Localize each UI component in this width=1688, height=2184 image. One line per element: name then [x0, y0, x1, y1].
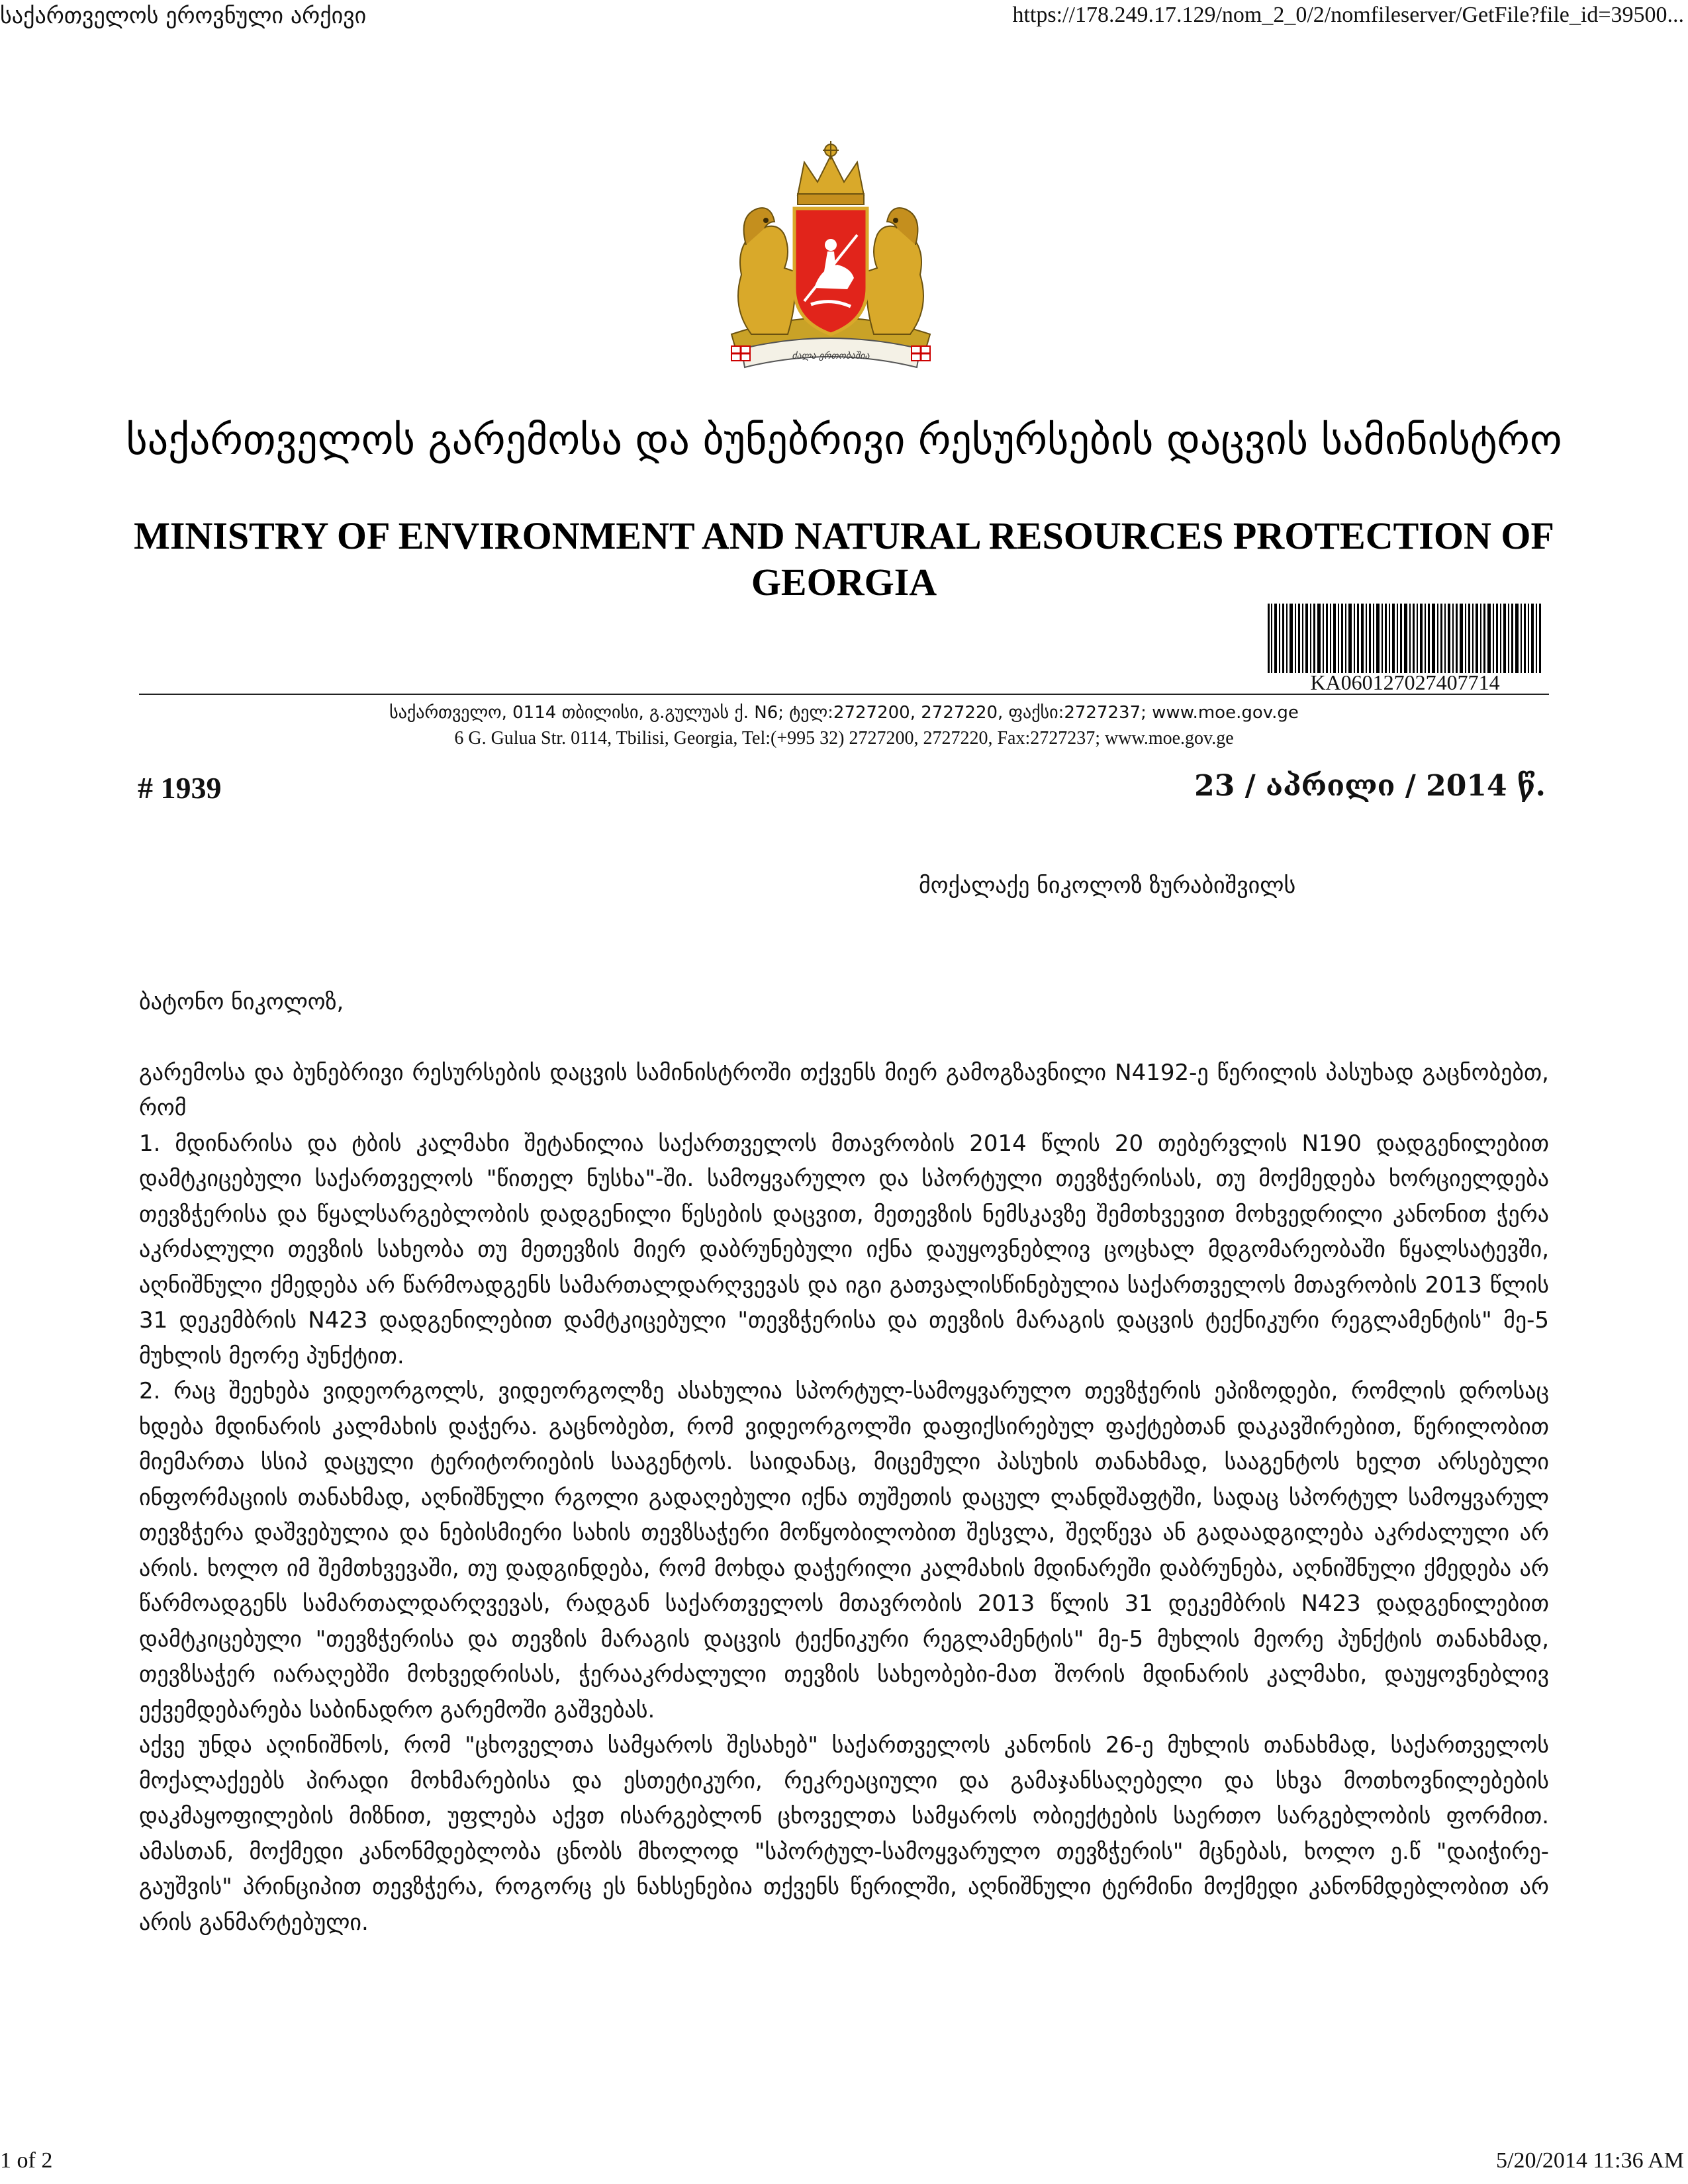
ministry-name-georgian: საქართველოს გარემოსა და ბუნებრივი რესურსების დაცვის სამინისტრო: [126, 416, 1562, 464]
letterhead-divider: [139, 694, 1549, 695]
letter-body: [139, 985, 1549, 1940]
browser-page-title: საქართველოს ეროვნული არქივი: [0, 3, 367, 29]
address-georgian: საქართველო, 0114 თბილისი, გ.გულუას ქ. N6; ტელ:2727200, 2727220, ფაქსი:2727237; www.moe.gov.ge: [389, 703, 1299, 723]
body-paragraph: 2. რაც შეეხება ვიდეორგოლს, ვიდეორგოლზე ასახულია სპორტულ-სამოყვარულო თევზჭერის ეპიზოდები, რომლის დროსაც ხდება მდინარის კალმახის დაჭერა. გაცნობებთ, რომ ვიდეორგოლში დაფიქსირებულ ფაქტებთან დაკავშირებით, წერილობით მიემართა სსიპ დაცული ტერიტორიების სააგენტოს. საიდანაც, მიცემული პასუხის თანახმად, სააგენტოს ხელთ არსებული ინფორმაციის თანახმად, აღნიშნული რგოლი გადაღებული იქნა თუშეთის დაცულ ლანდშაფტში, სადაც სპორტულ სამოყვარულ თევზჭერა დაშვებულია და ნებისმიერი სახის თევზსაჭერი მოწყობილობით შესვლა, შეღწევა ან გადაადგილება აკრძალული არ არის. ხოლო იმ შემთხვევაში, თუ დადგინდება, რომ მოხდა დაჭერილი კალმახის მდინარეში დაბრუნება, აღნიშნული ქმედება არ წარმოადგენს სამართალდარღვევას, რადგან საქართველოს მთავრობის 2013 წლის 31 დეკემბრის N423 დადგენილებით დამტკიცებული "თევზჭერისა და თევზის მარაგის დაცვის ტექნიკური რეგლამენტის" მე-5 მუხლის მეორე პუნქტის თანახმად, თევზსაჭერ იარაღებში მოხვედრისას, ჭერააკრძალული თევზის სახეობები-მათ შორის მდინარის კალმახი, დაუყოვნებლივ ექვემდებარება საბინადრო გარემოში გაშვებას.: [139, 1378, 1549, 1723]
letter-recipient: მოქალაქე ნიკოლოზ ზურაბიშვილს: [919, 872, 1296, 899]
page-count: 1 of 2: [0, 2148, 53, 2173]
barcode: [1268, 604, 1542, 673]
print-datetime: 5/20/2014 11:36 AM: [1496, 2148, 1684, 2173]
address-english: 6 G. Gulua Str. 0114, Tbilisi, Georgia, Tel:(+995 32) 2727200, 2727220, Fax:2727237; www.moe.gov.ge: [454, 728, 1234, 749]
barcode-number: KA060127027407714: [1310, 670, 1500, 694]
coat-of-arms-icon: [705, 136, 957, 381]
body-paragraph: აქვე უნდა აღინიშნოს, რომ "ცხოველთა სამყაროს შესახებ" საქართველოს კანონის 26-ე მუხლის თანახმად, საქართველოს მოქალაქეებს პირადი მოხმარებისა და ესთეტიკური, რეკრეაციული და გამაჯანსაღებელი და სხვა მოთხოვნილებების დაკმაყოფილების მიზნით, უფლება აქვთ ისარგებლონ ცხოველთა სამყაროს ობიექტების საერთო სარგებლობის ფორმით. ამასთან, მოქმედი კანონმდებლობა ცნობს მხოლოდ "სპორტულ-სამოყვარულო თევზჭერის" მცნებას, ხოლო ე.წ "დაიჭირე-გაუშვის" პრინციპით თევზჭერა, როგორც ეს ნახსენებია თქვენს წერილში, აღნიშნული ტერმინი მოქმედი კანონმდებლობით არ არის განმარტებული.: [139, 1732, 1549, 1936]
letter-number: # 1939: [138, 771, 222, 805]
body-paragraph: 1. მდინარისა და ტბის კალმახი შეტანილია საქართველოს მთავრობის 2014 წლის 20 თებერვლის N190 დადგენილებით დამტკიცებული საქართველოს "წითელ ნუსხა"-ში. სამოყვარულო და სპორტული თევზჭერისას, თუ მოქმედება ხორციელდება თევზჭერისა და წყალსარგებლობის დადგენილი წესების დაცვით, მეთევზის ნემსკავზე შემთხვევით მოხვედრილი კანონით ჭერა აკრძალული თევზის სახეობა თუ მეთევზის მიერ დაბრუნებული იქნა დაუყოვნებლივ ცოცხალ მდგომარეობაში წყალსატევში, აღნიშნული ქმედება არ წარმოადგენს სამართალდარღვევას და იგი გათვალისწინებულია საქართველოს მთავრობის 2013 წლის 31 დეკემბრის N423 დადგენილებით დამტკიცებული "თევზჭერისა და თევზის მარაგის დაცვის ტექნიკური რეგლამენტის" მე-5 მუხლის მეორე პუნქტით.: [139, 1130, 1549, 1369]
salutation: ბატონო ნიკოლოზ,: [139, 989, 344, 1015]
letter-date: 23 / აპრილი / 2014 წ.: [1194, 769, 1546, 803]
intro-paragraph: გარემოსა და ბუნებრივი რესურსების დაცვის სამინისტროში თქვენს მიერ გამოგზავნილი N4192-ე წერილის პასუხად გაცნობებთ, რომ: [139, 1059, 1549, 1121]
svg-text:ძალა ერთობაშია: ძალა ერთობაშია: [792, 351, 870, 361]
browser-url: https://178.249.17.129/nom_2_0/2/nomfileserver/GetFile?file_id=39500...: [1012, 3, 1684, 27]
ministry-name-english: MINISTRY OF ENVIRONMENT AND NATURAL RESOURCES PROTECTION OF GEORGIA: [134, 514, 1554, 604]
